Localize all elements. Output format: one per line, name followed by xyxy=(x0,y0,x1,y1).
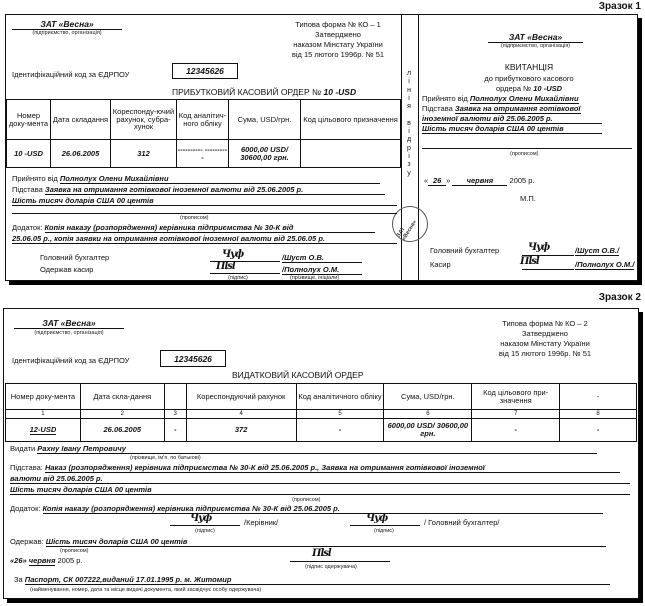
chief-accountant-signature-2: Чуф xyxy=(366,513,388,524)
company-name-2: ЗАТ «Весна» xyxy=(14,318,124,329)
order-date: від 15 лютого 1996р. № 51 xyxy=(291,50,385,59)
receipt-chief-accountant-signature: Чуф xyxy=(528,242,550,253)
order-date-2: від 15 лютого 1996р. № 51 xyxy=(498,349,592,358)
receipt-date: « 26 » червня 2005 р. xyxy=(424,176,535,185)
received-caption: (прописом) xyxy=(60,548,89,554)
signature-caption: (підпис) xyxy=(228,275,248,281)
receiver-signature-caption: (підпис одержувача) xyxy=(305,564,357,570)
chief-accountant-signature: Чуф xyxy=(222,249,244,260)
order-reference: наказом Мінстату України xyxy=(293,40,383,49)
edrpou-label: Ідентифікаційний код за ЄДРПОУ xyxy=(12,70,130,79)
receipt-company-caption: (підприємство, організація) xyxy=(500,43,571,49)
cell2-doc-number: 12-USD xyxy=(6,419,81,442)
colnum-5: 5 xyxy=(296,410,384,419)
cell2-date: 26.06.2005 xyxy=(80,419,164,442)
col2-analytic-code: Код аналітичного обліку xyxy=(296,384,384,410)
form-title: Типова форма № КО – 1 xyxy=(295,20,381,29)
col2-purpose-code: Код цільового при-значення xyxy=(472,384,560,410)
cell2-analytic-code: - xyxy=(296,419,384,442)
col2-account: Кореспондуючий рахунок xyxy=(186,384,296,410)
amount-in-words: Шість тисяч доларів США 00 центів xyxy=(12,196,397,206)
colnum-3: 3 xyxy=(164,410,186,419)
head-signature-caption: (підпис) xyxy=(195,528,215,534)
basis-line: Підстава Заявка на отримання готівкової іноземної валюти від 25.06.2005 р. xyxy=(12,185,385,195)
receipt-chief-accountant-label: Головний бухгалтер xyxy=(430,246,500,255)
edrpou-code-2: 12345626 xyxy=(160,350,226,367)
attachment-line-2: 25.06.05 р., копія заявки на отримання готівкової іноземної валюти від 25.06.05 р. xyxy=(12,234,397,244)
chief-accountant-name: /Шуст О.В. xyxy=(282,253,362,263)
col-account: Кореспонду-ючий рахунок, субра-хунок xyxy=(111,100,177,140)
receipt-amount-words: Шість тисяч доларів США 00 центів xyxy=(422,124,602,134)
cashier-label: Одержав касир xyxy=(40,265,94,274)
company-stamp: ЗАТ «Весна» xyxy=(385,199,435,249)
chief-accountant-label: Головний бухгалтер xyxy=(40,253,110,262)
receipt-title: КВИТАНЦІЯ xyxy=(504,62,554,72)
attachment-line-2: Додаток: Копія наказу (розпорядження) керівника підприємства № 30-К від 25.06.2005 р. xyxy=(10,504,603,514)
colnum-1: 1 xyxy=(6,410,81,419)
colnum-8: 8 xyxy=(560,410,637,419)
col2-date: Дата скла-дання xyxy=(80,384,164,410)
cell2-blank: - xyxy=(164,419,186,442)
col2-sum: Сума, USD/грн. xyxy=(384,384,472,410)
document-title-2: ВИДАТКОВИЙ КАСОВИЙ ОРДЕР xyxy=(232,370,364,380)
form-title-2: Типова форма № КО – 2 xyxy=(502,319,588,328)
issue-caption: (прізвище, ім'я, по батькові) xyxy=(130,455,201,461)
col-purpose-code: Код цільового призначення xyxy=(301,100,401,140)
received-line: Одержав: Шість тисяч доларів США 00 центів xyxy=(10,537,606,547)
cell-sum: 6000,00 USD/ 30600,00 грн. xyxy=(229,140,301,168)
col-date: Дата складання xyxy=(51,100,111,140)
receipt-basis: Підстава Заявка на отримання готівкової xyxy=(422,104,581,113)
colnum-6: 6 xyxy=(384,410,472,419)
company-caption: (підприємство, організація) xyxy=(32,30,102,36)
receipt-cashier-signature: Пlsl xyxy=(520,256,539,267)
receipt-chief-accountant-name: /Шуст О.В./ xyxy=(575,246,620,255)
cell2-account: 372 xyxy=(186,419,296,442)
cell-date: 26.06.2005 xyxy=(51,140,111,168)
cashier-name: /Полнолух О.М. xyxy=(282,265,362,275)
company-name: ЗАТ «Весна» xyxy=(12,19,122,30)
cell-analytic-code: ---------- ---------- xyxy=(177,140,229,168)
amount-in-words-2: Шість тисяч доларів США 00 центів xyxy=(10,485,630,495)
passport-caption: (найменування, номер, дата та місце видачі документа, який засвідчує особу одержувача) xyxy=(30,587,262,593)
receiver-signature: Пlsl xyxy=(312,548,331,559)
receipt-basis-2: іноземної валюти від 25.06.2005 р. xyxy=(422,114,602,124)
col2-blank xyxy=(164,384,186,410)
passport-line: За Паспорт, СК 007222,виданий 17.01.1995 р. м. Житомир xyxy=(14,575,610,585)
receipt-subtitle: до прибуткового касового xyxy=(484,74,574,83)
sample-1-label: Зразок 1 xyxy=(598,1,641,12)
attachment-line: Додаток: Копія наказу (розпорядження) керівника підприємства № 30-К від xyxy=(12,223,375,233)
cell-purpose-code xyxy=(301,140,401,168)
colnum-7: 7 xyxy=(472,410,560,419)
chief-signature-caption: (підпис) xyxy=(374,528,394,534)
colnum-2: 2 xyxy=(80,410,164,419)
cell-account: 312 xyxy=(111,140,177,168)
receipt-cashier-label: Касир xyxy=(430,260,451,269)
basis-line-2b: валюти від 25.06.2005 р. xyxy=(10,474,630,484)
receipt-order-table xyxy=(6,99,401,168)
document-title: ПРИБУТКОВИЙ КАСОВИЙ ОРДЕР № 10 -USD xyxy=(172,87,357,97)
chief-accountant-label-2: / Головний бухгалтер/ xyxy=(424,518,500,527)
approved-label-2: Затверджено xyxy=(522,329,568,338)
received-date: «26» червня 2005 р. xyxy=(10,556,83,565)
cut-line-label: л і н і я в і д р і з у xyxy=(406,70,412,177)
expense-order-table xyxy=(5,383,637,442)
edrpou-code: 12345626 xyxy=(172,63,238,79)
cashier-signature: Пlsl xyxy=(216,261,235,272)
company-caption-2: (підприємство, організація) xyxy=(34,330,104,336)
col-doc-number: Номер доку-мента xyxy=(7,100,51,140)
col2-extra: - xyxy=(560,384,637,410)
receipt-amount-caption: (прописом) xyxy=(510,151,539,157)
col2-doc-number: Номер доку-мента xyxy=(6,384,81,410)
issue-to-line: Видати Рахну Івану Петровичу xyxy=(10,444,597,454)
amount-caption: (прописом) xyxy=(180,215,209,221)
receipt-cashier-name: /Полнолух О.М./ xyxy=(575,260,635,269)
approved-label: Затверджено xyxy=(315,30,361,39)
head-signature: Чуф xyxy=(190,513,212,524)
head-label: /Керівник/ xyxy=(244,518,279,527)
basis-line-2: Підстава: Наказ (розпорядження) керівника підприємства № 30-К від 25.06.2005 р., Заявка на отримання готівкової іноземної xyxy=(10,463,620,473)
receipt-company: ЗАТ «Весна» xyxy=(488,32,583,43)
receipt-stamp-label: М.П. xyxy=(520,194,536,203)
cell-doc-number: 10 -USD xyxy=(7,140,51,168)
col-sum: Сума, USD/грн. xyxy=(229,100,301,140)
receipt-received-from: Прийнято від Полнолух Олени Михайлівни xyxy=(422,94,579,103)
sample-2-label: Зразок 2 xyxy=(598,292,641,303)
receipt-order-number: ордера № 10 -USD xyxy=(495,84,563,93)
cell2-extra: - xyxy=(560,419,637,442)
cell2-purpose-code: - xyxy=(472,419,560,442)
edrpou-label-2: Ідентифікаційний код за ЄДРПОУ xyxy=(12,356,130,365)
col-analytic-code: Код аналітич-ного обліку xyxy=(177,100,229,140)
received-from-line: Прийнято від Полнолух Олени Михайлівни xyxy=(12,174,380,184)
cell2-sum: 6000,00 USD/ 30600,00 грн. xyxy=(384,419,472,442)
colnum-4: 4 xyxy=(186,410,296,419)
amount-caption-2: (прописом) xyxy=(292,497,321,503)
order-reference-2: наказом Мінстату України xyxy=(500,339,590,348)
name-caption: (прізвище, ініціали) xyxy=(290,275,340,281)
